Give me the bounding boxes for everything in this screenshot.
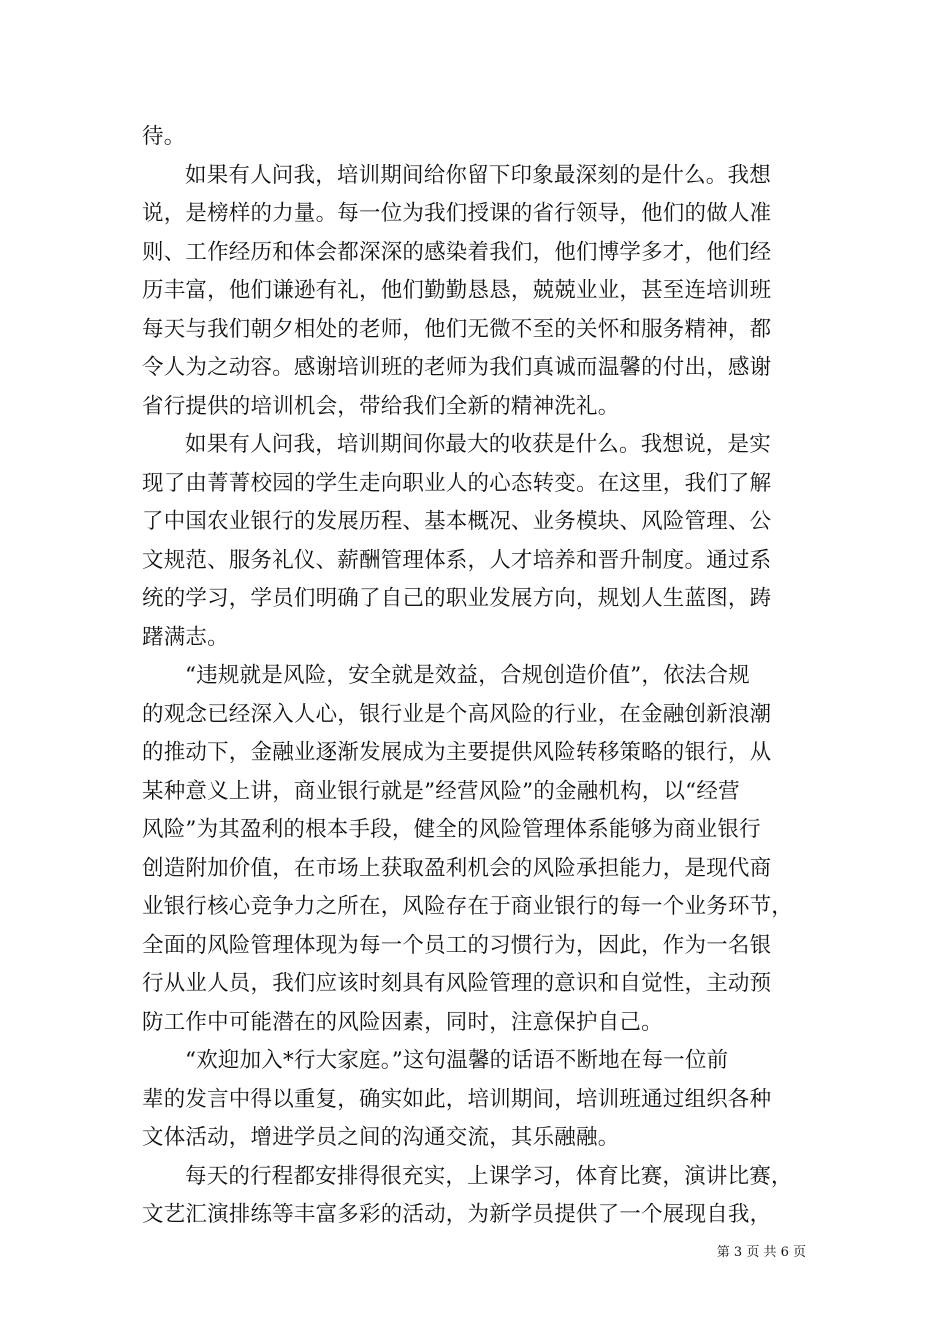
text-line: 历丰富，他们谦逊有礼，他们勤勤恳恳，兢兢业业，甚至连培训班 [142,278,772,303]
text-line: 如果有人问我，培训期间你最大的收获是什么。我想说，是实 [185,432,771,457]
text-line: 省行提供的培训机会，带给我们全新的精神洗礼。 [142,393,620,419]
text-line: 现了由菁菁校园的学生走向职业人的心态转变。在这里，我们了解 [142,470,772,496]
text-line: 行从业人员，我们应该时刻具有风险管理的意识和自觉性，主动预 [142,971,772,996]
text-line: 文规范、服务礼仪、薪酬管理体系，人才培养和晋升制度。通过系 [142,547,772,573]
text-line: 每天与我们朝夕相处的老师，他们无微不至的关怀和服务精神，都 [142,316,772,342]
text-line: 如果有人问我，培训期间给你留下印象最深刻的是什么。我想 [185,162,771,188]
text-line: 说，是榜样的力量。每一位为我们授课的省行领导，他们的做人准 [142,201,772,226]
text-line: 的观念已经深入人心，银行业是个高风险的行业，在金融创新浪潮 [142,701,772,727]
document-body [142,118,826,1235]
text-line: 待。 [142,124,186,149]
page-number-footer: 第 3 页 共 6 页 [716,1245,806,1260]
text-line: 防工作中可能潜在的风险因素，同时，注意保护自己。 [142,1009,663,1035]
text-line: 创造附加价值，在市场上获取盈利机会的风险承担能力，是现代商 [142,855,772,881]
text-line: 辈的发言中得以重复，确实如此，培训期间，培训班通过组织各种 [142,1086,772,1112]
text-line: 则、工作经历和体会都深深的感染着我们，他们博学多才，他们经 [142,239,772,265]
text-line: 令人为之动容。感谢培训班的老师为我们真诚而温馨的付出，感谢 [142,355,772,380]
text-line: 躇满志。 [142,624,229,650]
text-line: 业银行核心竞争力之所在，风险存在于商业银行的每一个业务环节， [142,894,794,919]
text-line: 的推动下，金融业逐渐发展成为主要提供风险转移策略的银行，从 [142,740,772,765]
text-line: 风险”为其盈利的根本手段，健全的风险管理体系能够为商业银行 [142,817,761,842]
text-line: 文艺汇演排练等丰富多彩的活动，为新学员提供了一个展现自我， [142,1202,772,1227]
text-line: 了中国农业银行的发展历程、基本概况、业务模块、风险管理、公 [142,509,772,534]
text-line: 每天的行程都安排得很充实，上课学习，体育比赛，演讲比赛， [185,1163,793,1189]
text-line: 统的学习，学员们明确了自己的职业发展方向，规划人生蓝图，踌 [142,586,772,611]
text-line: 文体活动，增进学员之间的沟通交流，其乐融融。 [142,1125,620,1150]
text-line: 某种意义上讲，商业银行就是”经营风险”的金融机构，以“经营 [142,778,740,804]
text-line: “欢迎加入*行大家庭。”这句温馨的话语不断地在每一位前 [185,1048,729,1073]
text-line: 全面的风险管理体现为每一个员工的习惯行为，因此，作为一名银 [142,932,772,958]
text-line: “违规就是风险，安全就是效益，合规创造价值”，依法合规 [185,663,750,688]
